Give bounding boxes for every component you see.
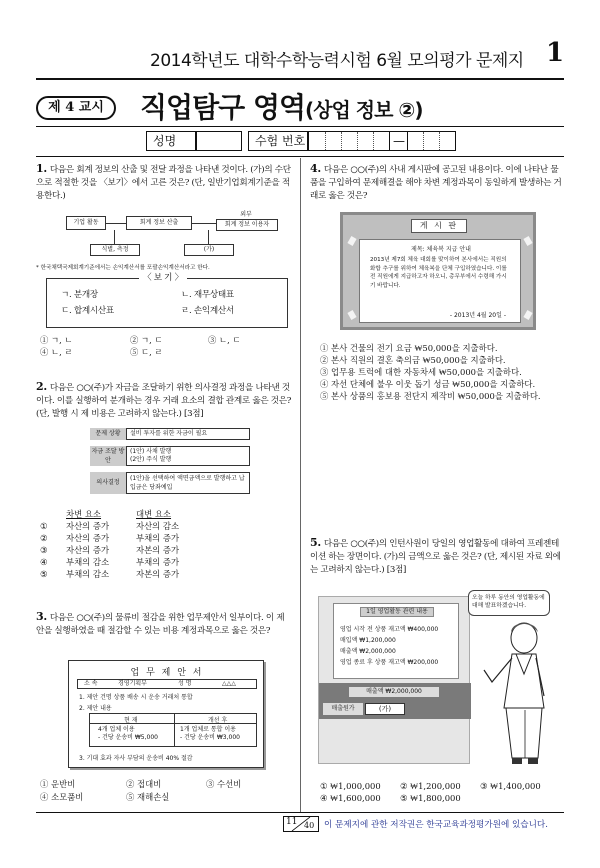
arrow [192,223,216,224]
before-label: 현 재 [124,717,138,724]
slide-line: 매출액 ₩2,000,000 [340,648,396,655]
q1-choices [36,334,292,360]
row-debit: 자산의 증가 [66,533,110,543]
q3-number: 3. [36,610,47,623]
choice-5[interactable]: ⑤ ㄷ, ㄹ [130,347,163,357]
bogi-title: 〈 보 기 〉 [139,272,187,285]
choice-4[interactable]: ④ 자선 단체에 불우 이웃 돕기 성금 ₩50,000을 지출하다. [320,379,536,389]
q2-number: 2. [36,380,47,393]
row-credit: 자본의 증가 [136,545,180,555]
board-title: 게 시 판 [411,219,467,233]
exam-title: 2014학년도 대학수학능력시험 6월 모의평가 문제지 [150,51,524,71]
presentation-screen [318,596,470,764]
flow-label: 문제 상황 [90,428,126,440]
slide-line: 매입액 ₩1,200,000 [340,637,396,644]
arrow [114,230,115,244]
q2-stem: 다음은 ○○(주)가 자금을 조달하기 위한 의사결정 과정을 나타낸 것이다. 이를 실행하여 분개하는 경우 거래 요소의 결합 관계로 옳은 것은? (단, 발행 시 제 비용은 고려하지 않는다.) [3점] [36,383,292,419]
row-debit: 부채의 감소 [66,569,110,579]
cogs-label: 매출원가 [323,703,363,715]
column-divider [300,158,301,813]
bogi-item: ㄹ. 손익계산서 [181,306,234,316]
doc-title: 업 무 제 안 서 [130,668,204,678]
subject-sub: (상업 정보 ②) [305,98,423,122]
row-debit: 자산의 증가 [66,521,110,531]
digit-sep [423,132,424,150]
q2-text [36,380,292,421]
choice-4[interactable]: ④ 소모품비 [40,792,84,802]
doc-item3: 3. 기대 효과 자사 부담의 운송비 40% 절감 [79,755,193,762]
after-value: 1개 업체로 통합 이용 - 건당 운송비 ₩3,000 [180,726,240,741]
doc-head-cell: 경영기획부 [118,680,147,687]
row-credit: 자산의 감소 [136,521,180,531]
q1-diagram [36,210,292,265]
choice-2[interactable]: ② ₩1,200,000 [400,781,461,791]
slide [333,603,459,679]
page-current: 11 [286,817,298,827]
choice-4[interactable]: ④ ₩1,600,000 [320,793,381,803]
notice-paper [359,239,521,323]
choice-2[interactable]: ② 접대비 [126,779,162,789]
row-credit: 부채의 증가 [136,557,180,567]
flow-label: 의사결정 [90,472,126,494]
users-box: 회계 정보 이용자 [216,219,278,231]
before-value: 4개 업체 이용 - 건당 운송비 ₩5,000 [98,726,158,741]
flow-label: 자금 조달 방안 [91,448,125,464]
flow-content: (1안) 사채 발행 (2안) 주식 발행 [126,446,250,466]
slide-title: 1일 영업활동 관련 내용 [360,607,434,617]
name-label: 성명 [146,131,196,151]
row-credit: 자본의 증가 [136,569,180,579]
notice-date: - 2013년 4월 20일 - [449,312,506,319]
doc-item1: 1. 제안 건명 상품 배송 시 운송 거래처 통합 [79,694,193,701]
record-box: 식별, 측정 [90,244,140,256]
after-label: 개선 후 [208,717,228,724]
notice-title: 제목: 체육복 지급 안내 [411,246,471,253]
period-badge: 제 4 교시 [36,96,116,120]
header-rule [36,78,564,80]
choice-5[interactable]: ⑤ 재해손실 [126,792,170,802]
arrow [106,223,126,224]
row-credit: 부채의 증가 [136,533,180,543]
choice-2[interactable]: ② ㄱ, ㄷ [130,335,163,345]
q2-choice-table [36,508,292,584]
bogi-item: ㄱ. 분개장 [61,290,98,300]
row-no[interactable]: ① [40,521,48,531]
digit-sep [439,132,440,150]
q3-proposal-doc [68,660,264,768]
q4-choices [316,342,566,406]
choice-5[interactable]: ⑤ ₩1,800,000 [400,793,461,803]
exam-no-field[interactable] [308,131,456,151]
digit-sep [389,132,390,150]
page-counter [283,816,319,832]
digit-sep [325,132,326,150]
flow-content: 설비 투자를 위한 자금이 필요 [126,428,250,440]
presenter-illustration [478,618,560,768]
q1-bogi-box [46,273,288,328]
output-box: 회계 정보 산출 [126,216,192,230]
row-no[interactable]: ⑤ [40,569,48,579]
pin-icon [523,310,532,320]
q3-choices [36,778,292,804]
row-no[interactable]: ④ [40,557,48,567]
screen-band [319,683,471,719]
choice-3[interactable]: ③ 수선비 [206,779,242,789]
digit-sep [341,132,342,150]
q1-number: 1. [36,162,47,175]
choice-3[interactable]: ③ ₩1,400,000 [480,781,541,791]
doc-head-cell: 소 속 [84,680,98,687]
dash: — [393,134,405,148]
users-top: 외부 [240,211,252,218]
activity-box: 기업 활동 [66,216,106,230]
doc-compare-table [89,713,257,747]
q4-number: 4. [310,162,321,175]
choice-1[interactable]: ① 운반비 [40,779,76,789]
q4-stem: 다음은 ○○(주)의 사내 게시판에 공고된 내용이다. 이에 나타난 물품을 구입하여 문제해결을 해야 차변 계정과목이 동일하게 발생하는 거래로 옳은 것은? [310,165,562,201]
pin-icon [347,310,356,320]
ga-box: (가) [365,703,405,715]
q5-number: 5. [310,536,321,549]
sales-label: 매출액 ₩2,000,000 [349,687,439,697]
doc-head-cell: 성 명 [178,680,192,687]
subject-main: 직업탐구 영역 [140,91,306,124]
q5-choices [316,780,566,806]
pin-icon [347,236,356,246]
q5-scene [318,590,562,770]
title-rule [36,126,564,127]
notice-body: 2013년 제7회 체육 대회를 맞이하여 본사에서는 직원의 화합 추구를 위하여 체육복을 단체 구입하였습니다. 이를 전 직원에게 지급하고자 하오니, 총무부에서 수령해 가시기 바랍니다. [370,257,507,289]
doc-item2: 2. 제안 내용 [79,705,112,712]
choice-1[interactable]: ① 본사 건물의 전기 요금 ₩50,000을 지출하다. [320,343,498,353]
choice-1[interactable]: ① ₩1,000,000 [320,781,381,791]
arrow [208,230,209,244]
page-total: 40 [304,821,315,830]
choice-5[interactable]: ⑤ 본사 상품의 홍보용 전단지 제작비 ₩50,000을 지출하다. [320,391,541,401]
row-no[interactable]: ② [40,533,48,543]
q2-flowchart [90,428,250,504]
slide-line: 영업 시작 전 상품 재고액 ₩400,000 [340,626,439,633]
divider [90,723,256,724]
digit-sep [357,132,358,150]
q1-stem: 다음은 회계 정보의 산출 및 전달 과정을 나타낸 것이다. (가)의 수단으로 적절한 것을 〈보기〉에서 고른 것은? (단, 일반기업회계기준을 적용한다.) [36,165,291,201]
row-no[interactable]: ③ [40,545,48,555]
bogi-item: ㄴ. 재무상태표 [181,290,234,300]
subject-title [140,86,422,126]
slide-line: 영업 종료 후 상품 재고액 ₩200,000 [340,659,439,666]
q4-text [310,162,566,203]
q5-text [310,536,566,577]
id-rule [36,156,564,157]
exam-no-label: 수험 번호 [248,131,308,151]
name-field[interactable] [196,131,242,151]
q5-stem: 다음은 ○○(주)의 인턴사원이 당일의 영업활동에 대하여 프레젠테이션 하는 장면이다. (가)의 금액으로 옳은 것은? (단, 제시된 자료 외에는 고려하지 않는다.) [3점] [310,539,561,575]
choice-4[interactable]: ④ ㄴ, ㄹ [40,347,73,357]
col-credit: 대변 요소 [136,509,172,519]
bogi-item: ㄷ. 합계시산표 [61,306,114,316]
flow-content: (1안)을 선택하여 액면금액으로 발행하고 납입금은 당좌예입 [126,472,250,494]
row-debit: 자산의 증가 [66,545,110,555]
q1-note: * 한국채택국제회계기준에서는 손익계산서를 포괄손익계산서라고 한다. [36,265,210,271]
q3-stem: 다음은 ○○(주)의 물류비 절감을 위한 업무제안서 일부이다. 이 제안을 실행하였을 때 절감할 수 있는 비용 계정과목으로 옳은 것은? [36,613,285,636]
choice-3[interactable]: ③ ㄴ, ㄷ [208,335,241,345]
choice-1[interactable]: ① ㄱ, ㄴ [40,335,73,345]
pin-icon [523,236,532,246]
divider [174,714,175,746]
row-debit: 부채의 감소 [66,557,110,567]
col-debit: 차변 요소 [66,509,102,519]
digit-sep [407,132,408,150]
q4-bulletin-board [340,212,536,330]
choice-2[interactable]: ② 본사 직원의 결혼 축의금 ₩50,000을 지출하다. [320,355,506,365]
footer-rule [36,812,564,813]
doc-head [77,679,257,689]
choice-3[interactable]: ③ 업무용 트럭에 대한 자동차세 ₩50,000을 지출하다. [320,367,522,377]
page-number: 1 [546,38,565,68]
q1-text [36,162,292,203]
q3-text [36,610,292,638]
copyright-notice: 이 문제지에 관한 저작권은 한국교육과정평가원에 있습니다. [324,820,548,830]
doc-head-cell: △△△ [222,680,236,687]
speech-bubble: 오늘 하루 동안의 영업활동에 대해 발표하겠습니다. [468,590,550,616]
digit-sep [373,132,374,150]
ga-box: (가) [184,244,234,256]
